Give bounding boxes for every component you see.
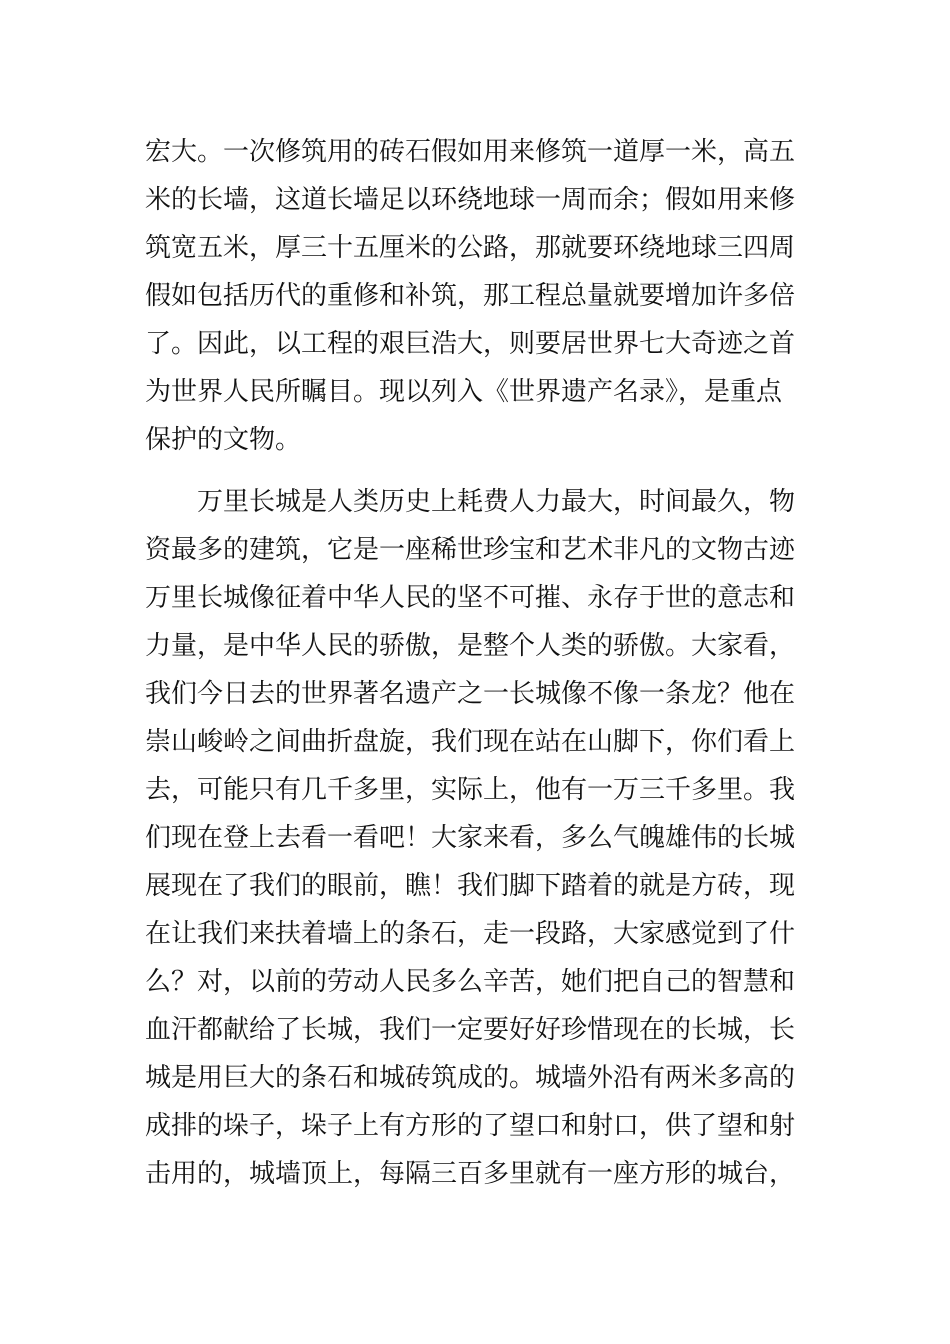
text-line: 在让我们来扶着墙上的条石，走一段路，大家感觉到了什 xyxy=(145,919,796,949)
text-line: 们现在登上去看一看吧！大家来看，多么气魄雄伟的长城 xyxy=(145,823,796,853)
document-body xyxy=(145,128,810,1198)
text-line: 米的长墙，这道长墙足以环绕地球一周而余；假如用来修 xyxy=(145,185,796,215)
text-line: 我们今日去的世界著名遗产之一长城像不像一条龙？他在 xyxy=(145,679,796,709)
paragraph-1 xyxy=(145,128,810,464)
text-line: 去，可能只有几千多里，实际上，他有一万三千多里。我 xyxy=(145,775,796,805)
text-line: 宏大。一次修筑用的砖石假如用来修筑一道厚一米，高五 xyxy=(145,137,796,167)
text-line: 崇山峻岭之间曲折盘旋，我们现在站在山脚下，你们看上 xyxy=(145,727,796,757)
text-line: 假如包括历代的重修和补筑，那工程总量就要增加许多倍 xyxy=(145,281,796,311)
text-line: 筑宽五米，厚三十五厘米的公路，那就要环绕地球三四周 xyxy=(145,233,796,263)
text-line: 为世界人民所瞩目。现以列入《世界遗产名录》，是重点 xyxy=(145,377,783,407)
text-line: 力量，是中华人民的骄傲，是整个人类的骄傲。大家看， xyxy=(145,631,796,661)
text-line-first: 万里长城是人类历史上耗费人力最大，时间最久，物 xyxy=(197,487,796,517)
text-line: 保护的文物。 xyxy=(145,425,302,455)
text-line: 万里长城像征着中华人民的坚不可摧、永存于世的意志和 xyxy=(145,583,796,613)
text-line: 城是用巨大的条石和城砖筑成的。城墙外沿有两米多高的 xyxy=(145,1063,796,1093)
text-line: 资最多的建筑，它是一座稀世珍宝和艺术非凡的文物古迹 xyxy=(145,535,796,565)
text-line: 血汗都献给了长城，我们一定要好好珍惜现在的长城，长 xyxy=(145,1015,796,1045)
paragraph-2 xyxy=(145,478,810,1198)
text-line: 成排的垛子，垛子上有方形的了望口和射口，供了望和射 xyxy=(145,1111,796,1141)
text-line: 了。因此，以工程的艰巨浩大，则要居世界七大奇迹之首 xyxy=(145,329,796,359)
text-line: 展现在了我们的眼前，瞧！我们脚下踏着的就是方砖，现 xyxy=(145,871,796,901)
text-line: 么？对，以前的劳动人民多么辛苦，她们把自己的智慧和 xyxy=(145,967,796,997)
paragraph-spacer xyxy=(145,464,810,478)
text-line: 击用的，城墙顶上，每隔三百多里就有一座方形的城台， xyxy=(145,1159,796,1189)
